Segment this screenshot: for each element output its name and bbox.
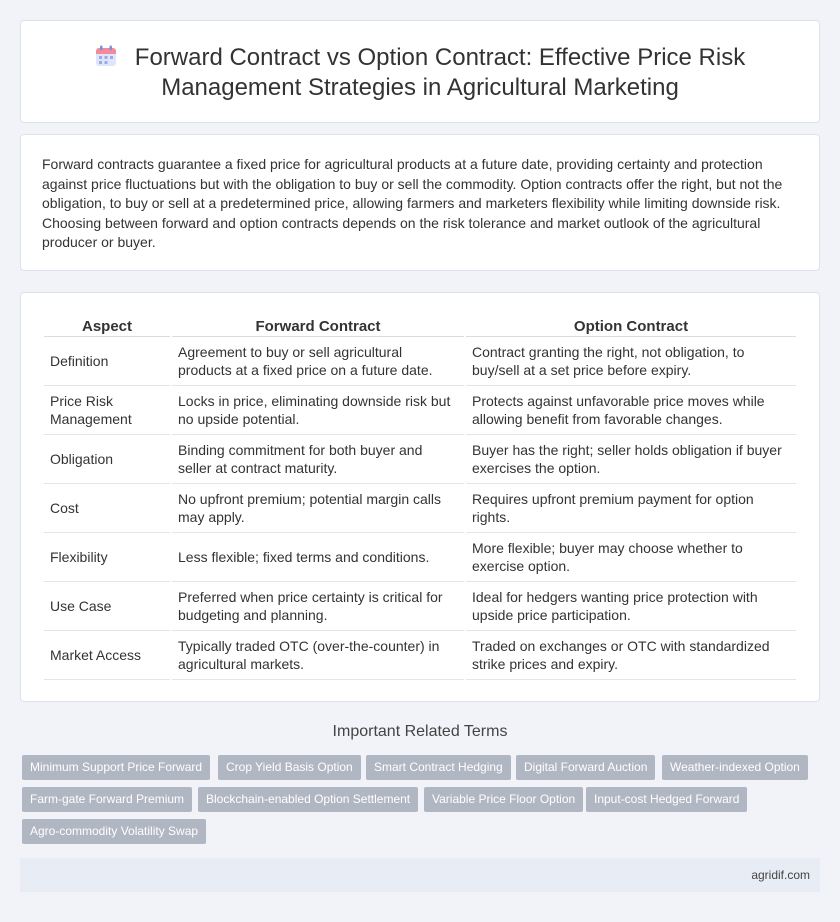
related-term-tag[interactable]: Crop Yield Basis Option (218, 755, 361, 780)
aspect-cell: Definition (44, 337, 170, 386)
aspect-cell: Flexibility (44, 533, 170, 582)
aspect-cell: Obligation (44, 435, 170, 484)
table-header-row (44, 317, 796, 337)
option-cell: Protects against unfavorable price moves while allowing benefit from favorable changes. (466, 386, 796, 435)
forward-cell: Locks in price, eliminating downside risk but no upside potential. (172, 386, 464, 435)
option-cell: Traded on exchanges or OTC with standardized strike prices and expiry. (466, 631, 796, 680)
forward-cell: Preferred when price certainty is critical for budgeting and planning. (172, 582, 464, 631)
header-forward: Forward Contract (172, 317, 464, 337)
forward-cell: Less flexible; fixed terms and conditions. (172, 533, 464, 582)
related-term-tag[interactable]: Variable Price Floor Option (424, 787, 583, 812)
option-cell: Requires upfront premium payment for option rights. (466, 484, 796, 533)
summary-paragraph: Forward contracts guarantee a fixed price for agricultural products at a future date, providing certainty and protection against price fluctuations but with the obligation to buy or sell the commodity. Option contracts offer the right, but not the obligation, to buy or sell at a predetermined price, allowing farmers and marketers flexibility while limiting downside risk. Choosing between forward and option contracts depends on the risk tolerance and market outlook of the agricultural producer or buyer. (42, 156, 783, 251)
related-term-tag[interactable]: Farm-gate Forward Premium (22, 787, 192, 812)
related-term-tag[interactable]: Digital Forward Auction (516, 755, 655, 780)
table-row (44, 533, 796, 582)
option-cell: Ideal for hedgers wanting price protection with upside price participation. (466, 582, 796, 631)
table-row (44, 631, 796, 680)
forward-cell: No upfront premium; potential margin calls may apply. (172, 484, 464, 533)
comparison-table (42, 317, 798, 680)
title-card (20, 20, 820, 123)
title-line-2: Management Strategies in Agricultural Marketing (161, 74, 679, 101)
header-aspect: Aspect (44, 317, 170, 337)
related-terms-title: Important Related Terms (332, 723, 508, 740)
header-option: Option Contract (466, 317, 796, 337)
title-line-1: Forward Contract vs Option Contract: Effective Price Risk (134, 44, 746, 71)
page-title (21, 43, 819, 103)
related-term-tag[interactable]: Smart Contract Hedging (366, 755, 511, 780)
table-row (44, 337, 796, 386)
related-term-tag[interactable]: Weather-indexed Option (662, 755, 808, 780)
related-term-tag[interactable]: Agro-commodity Volatility Swap (22, 819, 206, 844)
summary-card (20, 134, 820, 271)
calendar-icon (95, 45, 117, 67)
forward-cell: Binding commitment for both buyer and seller at contract maturity. (172, 435, 464, 484)
related-term-tag[interactable]: Input-cost Hedged Forward (586, 787, 747, 812)
aspect-cell: Market Access (44, 631, 170, 680)
aspect-cell: Price Risk Management (44, 386, 170, 435)
comparison-card (20, 292, 820, 702)
footer-site-link[interactable]: agridif.com (751, 868, 810, 882)
option-cell: More flexible; buyer may choose whether to exercise option. (466, 533, 796, 582)
related-term-tag[interactable]: Minimum Support Price Forward (22, 755, 210, 780)
footer (20, 858, 820, 892)
forward-cell: Typically traded OTC (over-the-counter) in agricultural markets. (172, 631, 464, 680)
aspect-cell: Cost (44, 484, 170, 533)
related-term-tag[interactable]: Blockchain-enabled Option Settlement (198, 787, 418, 812)
forward-cell: Agreement to buy or sell agricultural products at a fixed price on a future date. (172, 337, 464, 386)
table-row (44, 582, 796, 631)
aspect-cell: Use Case (44, 582, 170, 631)
option-cell: Contract granting the right, not obligation, to buy/sell at a set price before expiry. (466, 337, 796, 386)
table-row (44, 435, 796, 484)
table-row (44, 484, 796, 533)
option-cell: Buyer has the right; seller holds obligation if buyer exercises the option. (466, 435, 796, 484)
table-row (44, 386, 796, 435)
